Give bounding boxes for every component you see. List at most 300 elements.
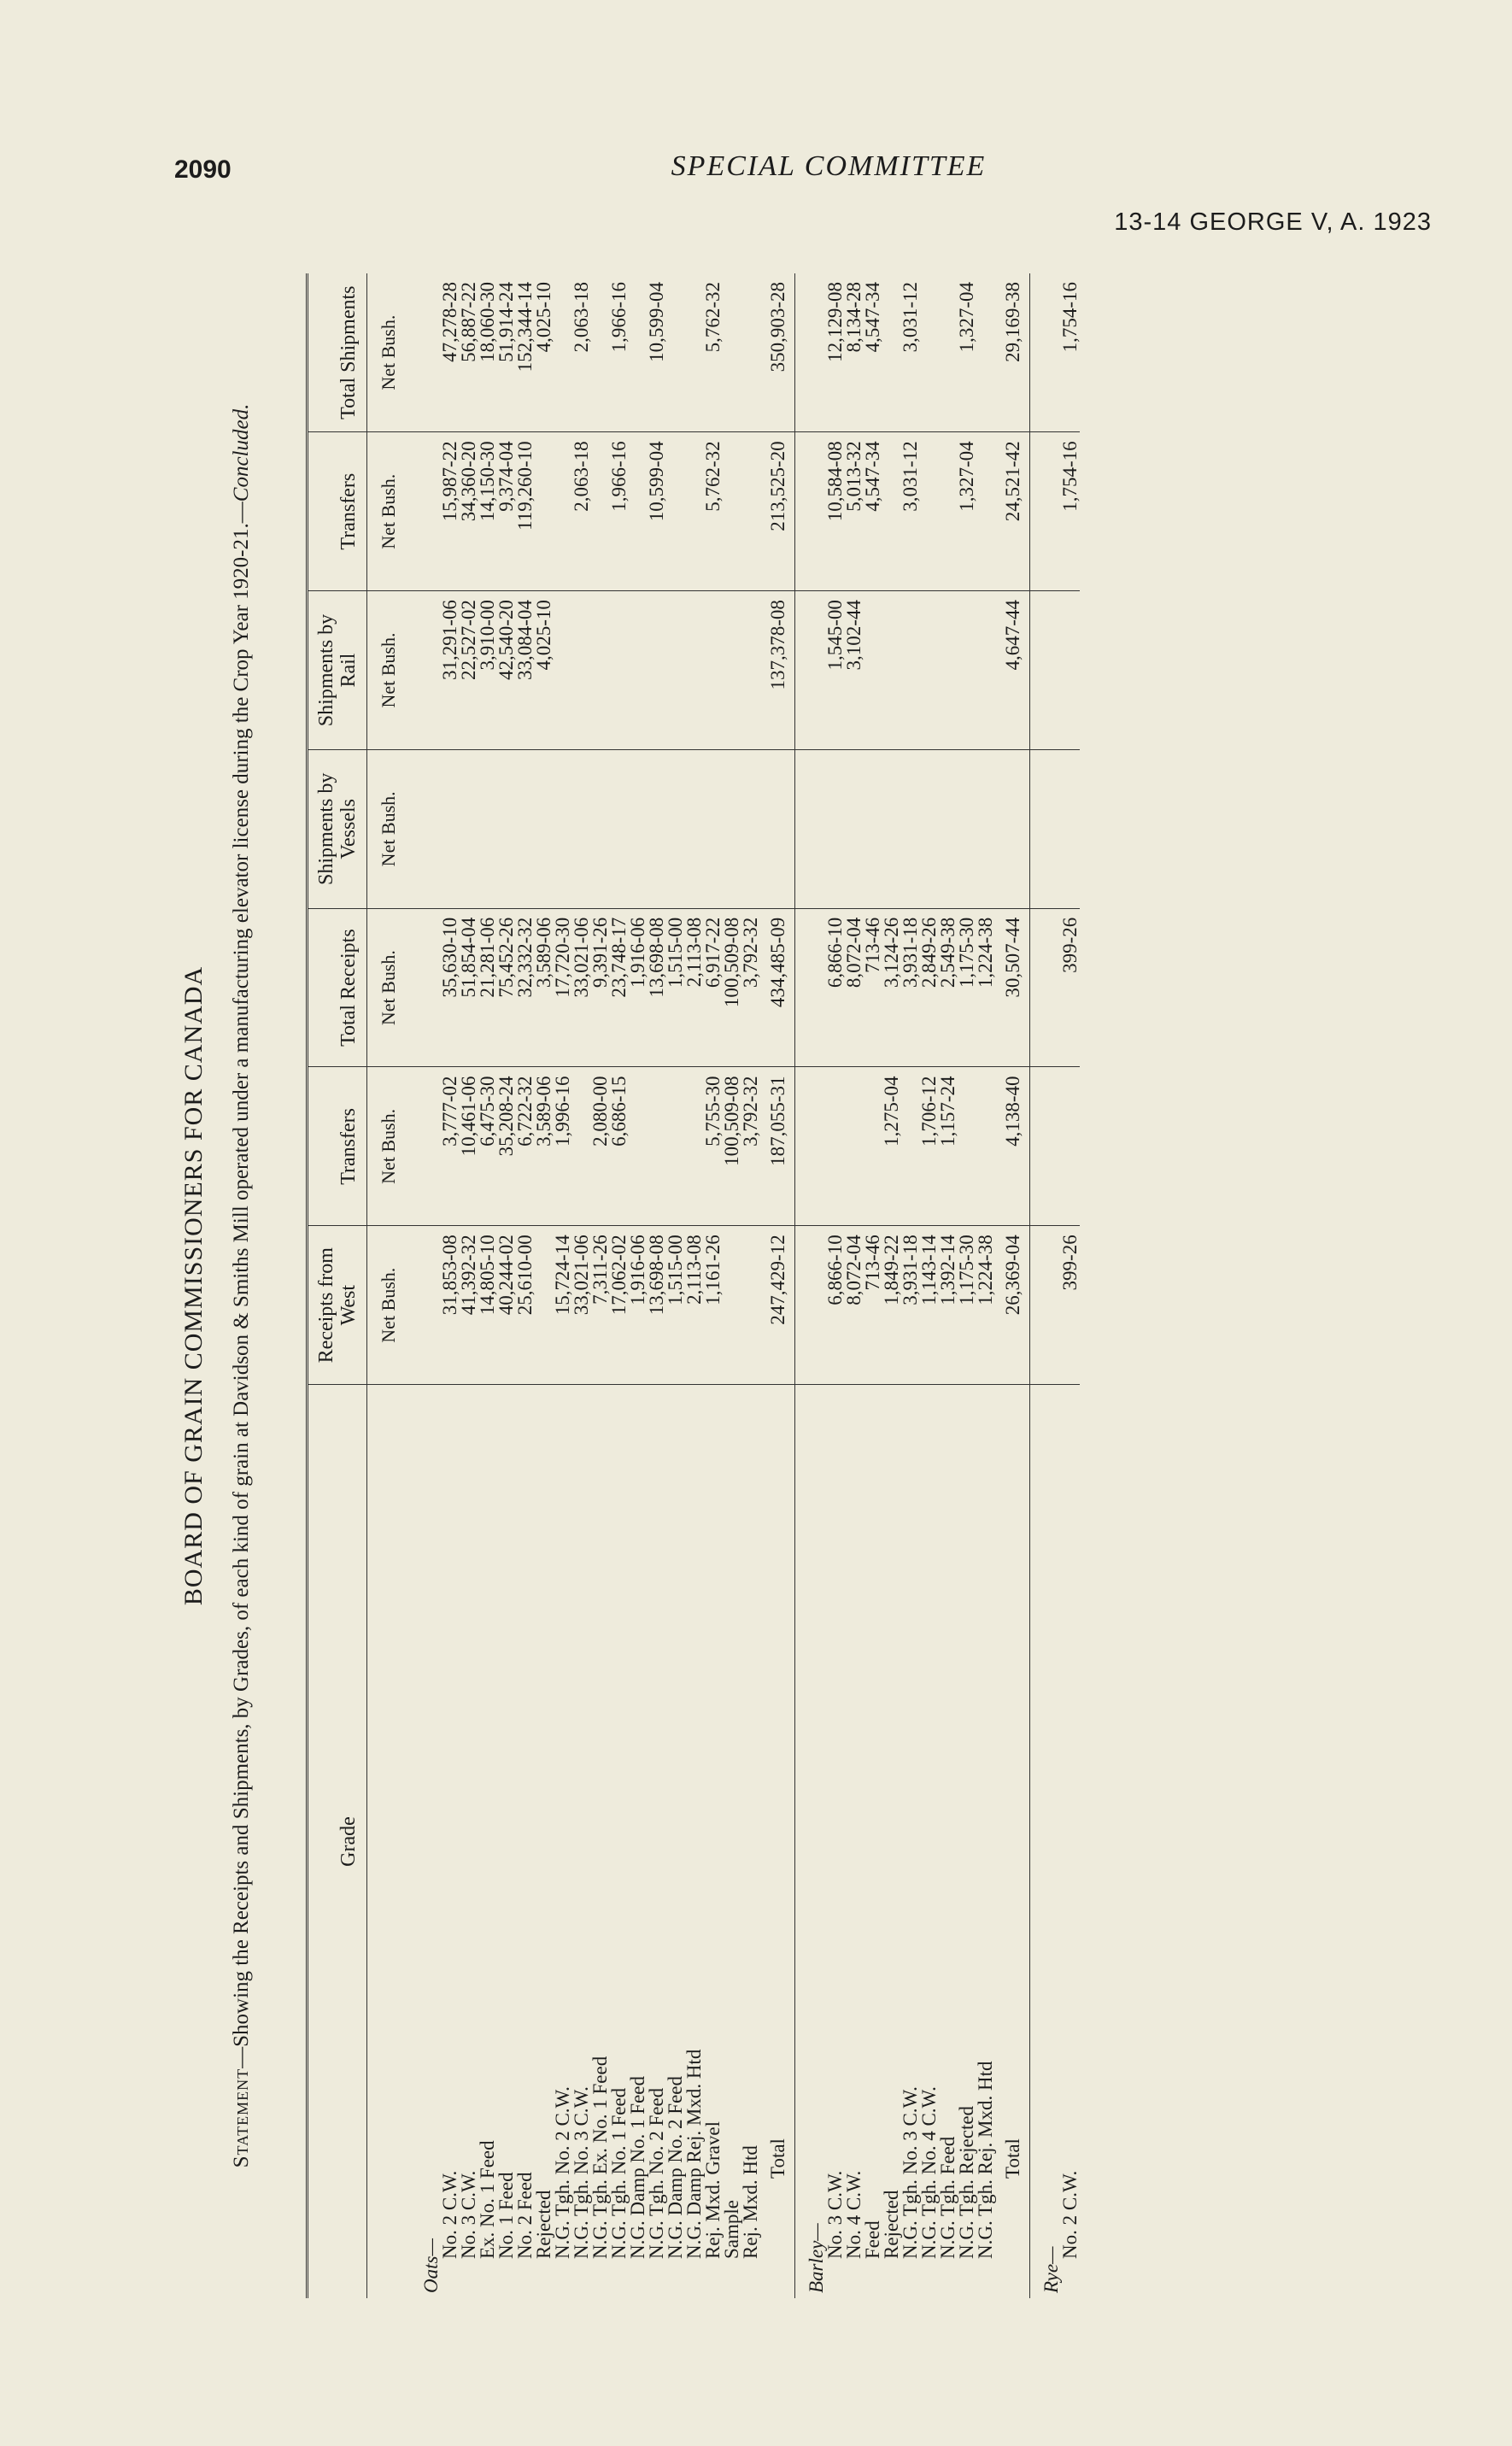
value-cell: 51,914-24	[495, 282, 517, 362]
empty-cell	[410, 591, 441, 750]
caption-lead: Statement	[230, 2068, 253, 2168]
empty-cell	[795, 908, 827, 1067]
value-cell	[939, 273, 958, 432]
table-row	[1061, 273, 1080, 2298]
value-cell	[535, 1226, 554, 1385]
table-row	[826, 273, 845, 2298]
value-cell: 1,754-16	[1059, 282, 1081, 353]
value-cell: 1,392-14	[939, 1226, 958, 1385]
unit-label: Net Bush.	[378, 314, 399, 390]
value-cell	[723, 432, 741, 591]
grade-cell: N.G. Tgh. No. 3 C.W.	[572, 1385, 591, 2298]
value-cell: 10,584-08	[826, 432, 845, 591]
value-cell: 31,291-06	[441, 591, 460, 750]
value-cell: 1,275-04	[882, 1067, 901, 1226]
value-cell: 1,916-06	[629, 908, 648, 1067]
value-cell: 4,025-10	[535, 591, 554, 750]
value-cell	[741, 273, 760, 432]
empty-cell	[410, 749, 441, 908]
value-cell: 1,916-06	[629, 1226, 648, 1385]
grade-cell: No. 2 Feed	[516, 1385, 535, 2298]
value-cell	[629, 749, 648, 908]
value-cell	[741, 591, 760, 750]
empty-cell	[1030, 273, 1062, 432]
grade-cell: N.G. Tgh. Ex. No. 1 Feed	[591, 1385, 610, 2298]
value-cell	[629, 273, 648, 432]
value-cell: 1,175-30	[958, 908, 976, 1067]
total-value	[760, 749, 795, 908]
value-cell: 15,724-14	[554, 1226, 572, 1385]
value-cell	[591, 591, 610, 750]
value-cell	[901, 1067, 920, 1226]
unit-label: Net Bush.	[367, 749, 411, 908]
value-cell: 10,461-06	[460, 1067, 478, 1226]
table-row	[901, 273, 920, 2298]
value-cell	[535, 432, 554, 591]
value-cell: 33,021-06	[572, 1226, 591, 1385]
value-cell: 1,996-16	[554, 1067, 572, 1226]
total-row-oats	[760, 273, 795, 2298]
value-cell	[826, 749, 845, 908]
value-cell	[629, 591, 648, 750]
value-cell: 1,327-04	[958, 432, 976, 591]
value-cell	[864, 1067, 882, 1226]
value-cell	[882, 591, 901, 750]
value-cell: 5,013-32	[845, 432, 864, 591]
value-cell: 713-46	[864, 908, 882, 1067]
value-cell: 3,777-02	[441, 1067, 460, 1226]
grade-cell: N.G. Tgh. No. 4 C.W.	[920, 1385, 939, 2298]
table-body	[410, 273, 1080, 2298]
value-cell	[864, 591, 882, 750]
value-cell: 1,515-00	[666, 1226, 685, 1385]
value-cell: 1,157-24	[939, 1067, 958, 1226]
value-cell: 31,853-08	[441, 1226, 460, 1385]
empty-cell	[1030, 1067, 1062, 1226]
value-cell	[666, 591, 685, 750]
value-cell: 17,720-30	[554, 908, 572, 1067]
value-cell	[572, 1067, 591, 1226]
empty-cell	[1030, 591, 1062, 750]
value-cell: 1,161-26	[704, 1226, 723, 1385]
table-row	[629, 273, 648, 2298]
col-header: Receipts from West	[308, 1226, 367, 1385]
value-cell	[723, 749, 741, 908]
value-cell	[685, 591, 704, 750]
value-cell: 1,327-04	[956, 282, 977, 353]
value-cell	[685, 432, 704, 591]
value-cell	[685, 749, 704, 908]
empty-cell	[795, 1067, 827, 1226]
empty-cell	[795, 749, 827, 908]
value-cell: 1,143-14	[920, 1226, 939, 1385]
value-cell: 12,129-08	[824, 282, 846, 362]
value-cell	[460, 749, 478, 908]
grade-cell: N.G. Damp No. 2 Feed	[666, 1385, 685, 2298]
value-cell: 41,392-32	[460, 1226, 478, 1385]
value-cell: 10,599-04	[646, 282, 667, 362]
value-cell: 3,792-32	[741, 908, 760, 1067]
empty-cell	[1030, 908, 1062, 1067]
table-row	[478, 273, 497, 2298]
value-cell: 2,063-18	[572, 432, 591, 591]
value-cell: 5,762-32	[702, 282, 724, 353]
value-cell	[882, 273, 901, 432]
value-cell: 4,547-34	[864, 432, 882, 591]
total-label: Total	[995, 1385, 1030, 2298]
grade-cell: N.G. Tgh. No. 2 Feed	[648, 1385, 666, 2298]
section-row-oats	[410, 273, 441, 2298]
total-value	[995, 749, 1030, 908]
value-cell	[958, 1067, 976, 1226]
table-row	[704, 273, 723, 2298]
value-cell	[666, 432, 685, 591]
value-cell: 6,917-22	[704, 908, 723, 1067]
value-cell	[591, 432, 610, 591]
grade-cell: No. 2 C.W.	[1061, 1385, 1080, 2298]
value-cell: 3,124-26	[882, 908, 901, 1067]
value-cell: 35,630-10	[441, 908, 460, 1067]
value-cell: 25,610-00	[516, 1226, 535, 1385]
total-value: 29,169-38	[995, 273, 1030, 432]
total-label: Total	[760, 1385, 795, 2298]
table-row	[591, 273, 610, 2298]
value-cell: 399-26	[1061, 1226, 1080, 1385]
value-cell: 13,698-08	[648, 908, 666, 1067]
grade-cell: N.G. Tgh. No. 2 C.W.	[554, 1385, 572, 2298]
grade-cell: No. 3 C.W.	[460, 1385, 478, 2298]
value-cell	[845, 1067, 864, 1226]
empty-cell	[410, 273, 441, 432]
col-header: Grade	[308, 1385, 367, 2298]
value-cell	[685, 273, 704, 432]
value-cell	[958, 591, 976, 750]
unit-label: Net Bush.	[367, 908, 411, 1067]
unit-label: Net Bush.	[367, 1226, 411, 1385]
empty-cell	[1030, 432, 1062, 591]
value-cell: 17,062-02	[610, 1226, 629, 1385]
table-row	[610, 273, 629, 2298]
grain-statement-table	[306, 273, 1080, 2298]
value-cell	[648, 749, 666, 908]
value-cell: 56,887-22	[458, 282, 479, 362]
value-cell	[629, 1067, 648, 1226]
grade-cell: N.G. Tgh. Feed	[939, 1385, 958, 2298]
value-cell	[723, 591, 741, 750]
section-label: Rye—	[1030, 1385, 1062, 2298]
table-row	[882, 273, 901, 2298]
value-cell: 3,792-32	[741, 1067, 760, 1226]
caption-tail: Concluded.	[230, 403, 253, 502]
total-value: 247,429-12	[760, 1226, 795, 1385]
value-cell: 9,391-26	[591, 908, 610, 1067]
value-cell	[554, 749, 572, 908]
value-cell	[741, 1226, 760, 1385]
value-cell	[685, 1067, 704, 1226]
table-row	[666, 273, 685, 2298]
table-row	[845, 273, 864, 2298]
value-cell	[648, 591, 666, 750]
value-cell: 2,063-18	[571, 282, 592, 353]
grade-cell: Rejected	[535, 1385, 554, 2298]
table-row	[741, 273, 760, 2298]
value-cell	[516, 749, 535, 908]
table-row	[958, 273, 976, 2298]
value-cell: 4,025-10	[533, 282, 554, 353]
section-row-rye	[1030, 273, 1062, 2298]
grade-cell: Feed	[864, 1385, 882, 2298]
value-cell	[920, 273, 939, 432]
value-cell: 1,754-16	[1061, 432, 1080, 591]
value-cell	[882, 749, 901, 908]
value-cell: 34,360-20	[460, 432, 478, 591]
value-cell	[478, 749, 497, 908]
grade-cell: No. 4 C.W.	[845, 1385, 864, 2298]
section-label: Oats—	[410, 1385, 441, 2298]
value-cell: 42,540-20	[497, 591, 516, 750]
grade-cell: Rej. Mxd. Gravel	[704, 1385, 723, 2298]
value-cell	[901, 591, 920, 750]
value-cell	[441, 749, 460, 908]
caption-text: —Showing the Receipts and Shipments, by Grades, of each kind of grain at Davidson & Smiths Mill operated under a manufacturing elevator license during the Crop Year 1920-21.—	[230, 502, 253, 2068]
value-cell	[648, 1067, 666, 1226]
grade-cell: No. 1 Feed	[497, 1385, 516, 2298]
value-cell: 713-46	[864, 1226, 882, 1385]
value-cell: 3,910-00	[478, 591, 497, 750]
value-cell: 3,031-12	[901, 432, 920, 591]
value-cell	[554, 432, 572, 591]
value-cell: 22,527-02	[460, 591, 478, 750]
table-row	[572, 273, 591, 2298]
value-cell	[723, 1226, 741, 1385]
value-cell	[939, 432, 958, 591]
value-cell	[610, 749, 629, 908]
value-cell	[629, 432, 648, 591]
value-cell	[826, 1067, 845, 1226]
value-cell: 2,549-38	[939, 908, 958, 1067]
value-cell	[939, 749, 958, 908]
board-title: BOARD OF GRAIN COMMISSIONERS FOR CANADA	[179, 965, 208, 1606]
value-cell: 2,113-08	[685, 1226, 704, 1385]
value-cell	[845, 749, 864, 908]
value-cell	[882, 432, 901, 591]
value-cell	[920, 432, 939, 591]
session-line: 13-14 GEORGE V, A. 1923	[1114, 208, 1432, 236]
unit-label: Net Bush.	[367, 1067, 411, 1226]
value-cell: 21,281-06	[478, 908, 497, 1067]
value-cell: 1,966-16	[610, 432, 629, 591]
table-row	[516, 273, 535, 2298]
value-cell	[741, 432, 760, 591]
grade-cell: N.G. Damp Rej. Mxd. Htd	[685, 1385, 704, 2298]
table-row	[554, 273, 572, 2298]
value-cell	[554, 591, 572, 750]
total-value: 137,378-08	[760, 591, 795, 750]
total-value: 4,647-44	[995, 591, 1030, 750]
value-cell	[572, 591, 591, 750]
page-number: 2090	[174, 155, 231, 184]
value-cell: 1,224-38	[976, 908, 995, 1067]
value-cell	[572, 749, 591, 908]
value-cell	[741, 749, 760, 908]
value-cell: 100,509-08	[723, 1067, 741, 1226]
grade-cell: N.G. Damp No. 1 Feed	[629, 1385, 648, 2298]
value-cell: 14,805-10	[478, 1226, 497, 1385]
header-row	[308, 273, 367, 2298]
grade-cell: N.G. Tgh. Rej. Mxd. Htd	[976, 1385, 995, 2298]
value-cell: 3,931-18	[901, 908, 920, 1067]
value-cell: 32,332-32	[516, 908, 535, 1067]
total-value: 350,903-28	[760, 273, 795, 432]
empty-cell	[795, 432, 827, 591]
value-cell: 152,344-14	[514, 282, 536, 372]
value-cell	[976, 432, 995, 591]
value-cell	[958, 749, 976, 908]
total-value: 24,521-42	[995, 432, 1030, 591]
table-row	[460, 273, 478, 2298]
value-cell	[723, 273, 741, 432]
section-row-barley	[795, 273, 827, 2298]
value-cell: 2,080-00	[591, 1067, 610, 1226]
total-value: 26,369-04	[995, 1226, 1030, 1385]
grade-cell: Rejected	[882, 1385, 901, 2298]
value-cell	[704, 749, 723, 908]
value-cell: 399-26	[1061, 908, 1080, 1067]
value-cell: 8,072-04	[845, 908, 864, 1067]
value-cell: 23,748-17	[610, 908, 629, 1067]
empty-cell	[410, 908, 441, 1067]
table-row	[864, 273, 882, 2298]
value-cell: 100,509-08	[723, 908, 741, 1067]
value-cell: 3,589-06	[535, 1067, 554, 1226]
table-caption	[229, 273, 255, 2298]
value-cell	[901, 749, 920, 908]
value-cell: 6,686-15	[610, 1067, 629, 1226]
value-cell	[976, 1067, 995, 1226]
col-header: Total Shipments	[308, 273, 367, 432]
total-value: 30,507-44	[995, 908, 1030, 1067]
value-cell: 1,966-16	[608, 282, 630, 353]
value-cell	[497, 749, 516, 908]
units-row	[367, 273, 411, 2298]
empty-cell	[795, 1226, 827, 1385]
value-cell	[976, 591, 995, 750]
table-row	[976, 273, 995, 2298]
section-label: Barley—	[795, 1385, 827, 2298]
value-cell: 13,698-08	[648, 1226, 666, 1385]
value-cell: 6,866-10	[826, 908, 845, 1067]
value-cell: 35,208-24	[497, 1067, 516, 1226]
value-cell	[610, 591, 629, 750]
value-cell	[864, 749, 882, 908]
value-cell: 3,031-12	[900, 282, 921, 353]
value-cell: 6,866-10	[826, 1226, 845, 1385]
value-cell	[939, 591, 958, 750]
value-cell: 2,113-08	[685, 908, 704, 1067]
empty-cell	[1030, 749, 1062, 908]
value-cell: 4,547-34	[862, 282, 883, 353]
value-cell: 3,589-06	[535, 908, 554, 1067]
value-cell	[535, 749, 554, 908]
value-cell: 1,515-00	[666, 908, 685, 1067]
total-row-barley	[995, 273, 1030, 2298]
value-cell: 2,849-26	[920, 908, 939, 1067]
value-cell	[704, 591, 723, 750]
value-cell: 5,755-30	[704, 1067, 723, 1226]
value-cell	[976, 273, 995, 432]
value-cell: 1,849-22	[882, 1226, 901, 1385]
grade-cell: No. 3 C.W.	[826, 1385, 845, 2298]
grade-cell: Sample	[723, 1385, 741, 2298]
empty-cell	[795, 591, 827, 750]
col-header: Transfers	[308, 432, 367, 591]
value-cell: 40,244-02	[497, 1226, 516, 1385]
value-cell	[666, 273, 685, 432]
table-row	[920, 273, 939, 2298]
value-cell	[591, 273, 610, 432]
value-cell: 8,134-28	[843, 282, 864, 353]
grade-cell: N.G. Tgh. Rejected	[958, 1385, 976, 2298]
col-header: Transfers	[308, 1067, 367, 1226]
empty-cell	[795, 273, 827, 432]
value-cell: 1,545-00	[826, 591, 845, 750]
total-value: 187,055-31	[760, 1067, 795, 1226]
running-head: SPECIAL COMMITTEE	[671, 150, 987, 182]
total-value: 434,485-09	[760, 908, 795, 1067]
value-cell: 1,175-30	[958, 1226, 976, 1385]
value-cell: 14,150-30	[478, 432, 497, 591]
empty-cell	[1030, 1226, 1062, 1385]
value-cell	[920, 749, 939, 908]
value-cell: 1,224-38	[976, 1226, 995, 1385]
value-cell: 3,102-44	[845, 591, 864, 750]
table-row	[723, 273, 741, 2298]
table-row	[685, 273, 704, 2298]
empty-cell	[410, 1226, 441, 1385]
value-cell: 6,722-32	[516, 1067, 535, 1226]
unit-label: Net Bush.	[367, 591, 411, 750]
table-row	[535, 273, 554, 2298]
empty-cell	[410, 432, 441, 591]
table-row	[441, 273, 460, 2298]
value-cell: 9,374-04	[497, 432, 516, 591]
grade-cell: Ex. No. 1 Feed	[478, 1385, 497, 2298]
rotated-table-block	[179, 273, 1439, 2298]
col-header: Shipments by Vessels	[308, 749, 367, 908]
value-cell: 75,452-26	[497, 908, 516, 1067]
value-cell	[1061, 749, 1080, 908]
value-cell: 6,475-30	[478, 1067, 497, 1226]
value-cell	[976, 749, 995, 908]
value-cell: 18,060-30	[477, 282, 498, 362]
value-cell: 3,931-18	[901, 1226, 920, 1385]
table-row	[939, 273, 958, 2298]
col-header: Total Receipts	[308, 908, 367, 1067]
value-cell: 10,599-04	[648, 432, 666, 591]
col-header: Shipments by Rail	[308, 591, 367, 750]
grade-cell: No. 2 C.W.	[441, 1385, 460, 2298]
value-cell	[666, 1067, 685, 1226]
empty-cell	[410, 1067, 441, 1226]
grade-cell: N.G. Tgh. No. 3 C.W.	[901, 1385, 920, 2298]
value-cell	[666, 749, 685, 908]
grade-cell: N.G. Tgh. No. 1 Feed	[610, 1385, 629, 2298]
value-cell: 47,278-28	[439, 282, 460, 362]
value-cell	[554, 273, 572, 432]
total-value: 4,138-40	[995, 1067, 1030, 1226]
unit-label: Net Bush.	[367, 432, 411, 591]
value-cell	[920, 591, 939, 750]
